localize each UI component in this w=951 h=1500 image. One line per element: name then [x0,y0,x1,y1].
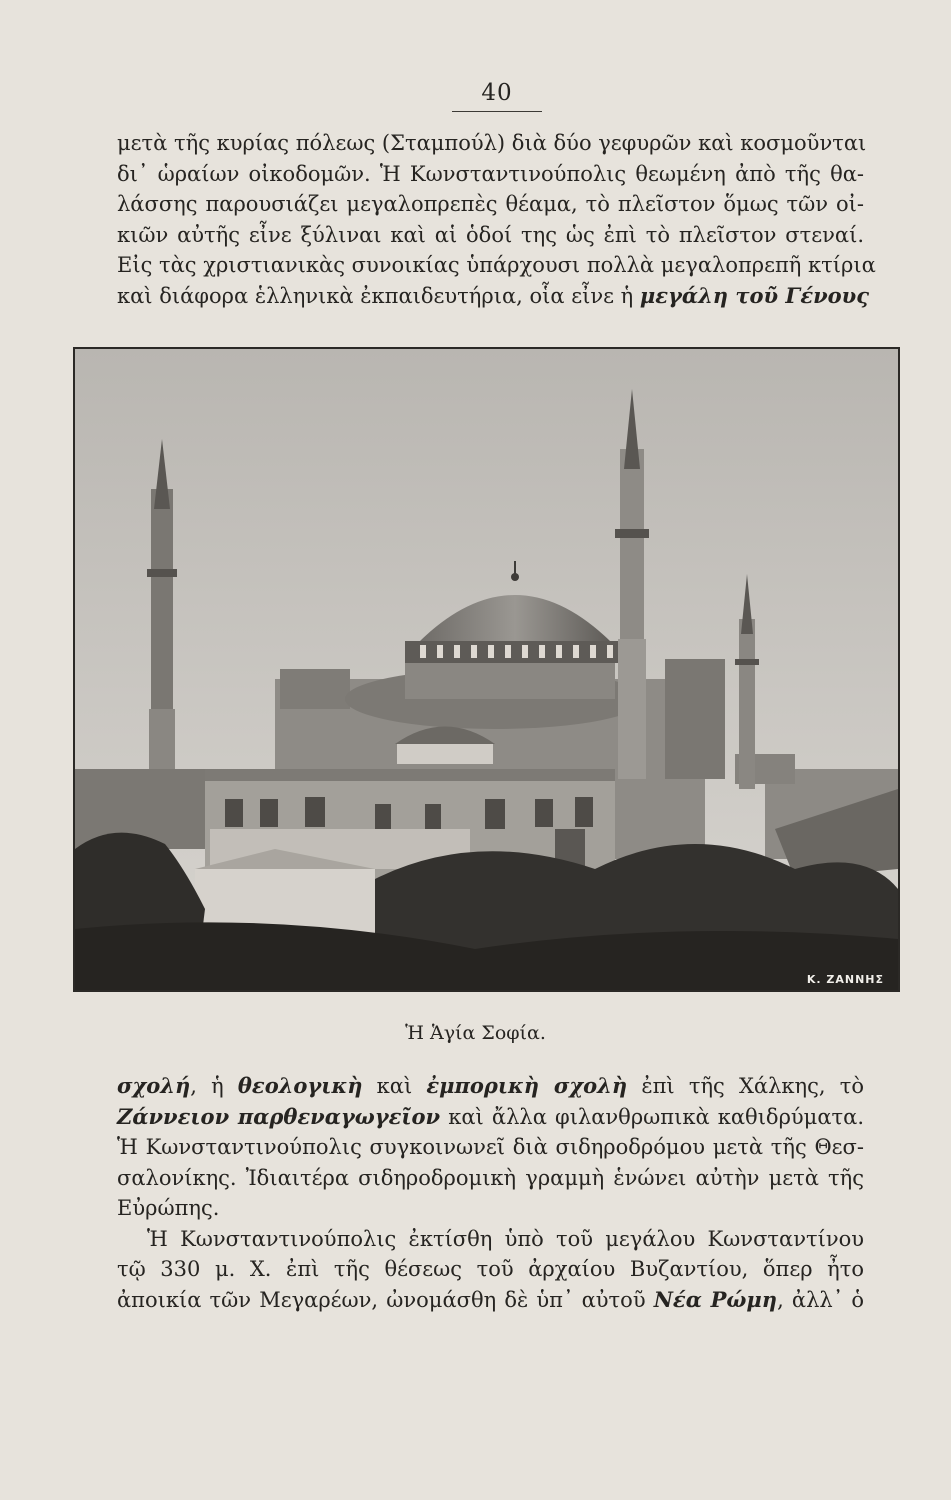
text-line: Ἡ Κωνσταντινούπολις συγκοινωνεῖ διὰ σιδηροδρόμου μετὰ τῆς Θεσ- [117,1135,864,1159]
text-line: Εὐρώπης. [117,1196,220,1220]
emphasized-text: σχολή [117,1073,191,1098]
text-line: Εἰς τὰς χριστιανικὰς συνοικίας ὑπάρχουσι πολλὰ μεγαλοπρεπῆ κτίρια [117,253,876,277]
text-run: , ἀλλ᾽ ὁ [777,1287,864,1312]
text-run: καὶ [362,1074,427,1098]
text-line: Ἡ Κωνσταντινούπολις ἐκτίσθη ὑπὸ τοῦ μεγάλου Κωνσταντίνου [147,1226,864,1251]
emphasized-text: θεολογικὴ [237,1073,363,1098]
text-line: τῷ 330 μ. Χ. ἐπὶ τῆς θέσεως τοῦ ἀρχαίου Βυζαντίου, ὅπερ ἦτο [117,1257,864,1281]
bottom-paragraph [117,1071,864,1315]
photo-caption: Ἡ Ἁγία Σοφία. [405,1022,546,1044]
text-line [117,1285,864,1316]
hagia-sophia-photograph [73,347,900,992]
photographer-signature: Κ. ΖΑΝΝΗΣ [806,973,884,986]
text-run: καὶ διάφορα ἑλληνικὰ ἐκπαιδευτήρια, οἷα εἶνε ἡ [117,283,640,308]
text-line [117,281,870,312]
page-number-rule [452,111,542,112]
text-run: ἐπὶ τῆς Χάλκης, τὸ [627,1074,865,1098]
emphasized-text: ἐμπορικὴ σχολὴ [426,1073,628,1098]
hagia-sophia-illustration [75,349,898,990]
emphasized-text: Ζάννειον παρθεναγωγεῖον [117,1103,441,1129]
text-run: καὶ ἄλλα φιλανθρωπικὰ καθιδρύματα. [440,1104,864,1129]
emphasized-text: μεγάλη τοῦ Γένους [639,282,870,308]
text-run: , ἡ [190,1074,238,1098]
text-line: λάσσης παρουσιάζει μεγαλοπρεπὲς θέαμα, τὸ πλεῖστον ὅμως τῶν οἰ- [117,192,864,216]
text-line [117,1071,864,1102]
text-line: κιῶν αὐτῆς εἶνε ξύλιναι καὶ αἱ ὁδοί της ὡς ἐπὶ τὸ πλεῖστον στεναί. [117,222,864,247]
emphasized-text: Νέα Ρώμη [653,1286,778,1312]
top-paragraph [117,128,876,311]
text-line: σαλονίκης. Ἰδιαιτέρα σιδηροδρομικὴ γραμμὴ ἑνώνει αὐτὴν μετὰ τῆς [117,1165,864,1190]
text-run: ἀποικία τῶν Μεγαρέων, ὠνομάσθη δὲ ὑπ᾽ αὐτοῦ [117,1287,654,1312]
text-line [117,1102,864,1133]
text-line: μετὰ τῆς κυρίας πόλεως (Σταμπούλ) διὰ δύο γεφυρῶν καὶ κοσμοῦνται [117,131,867,155]
text-line: δι᾽ ὡραίων οἰκοδομῶν. Ἡ Κωνσταντινούπολις θεωμένη ἀπὸ τῆς θα- [117,161,864,186]
page-number: 40 [481,80,513,106]
